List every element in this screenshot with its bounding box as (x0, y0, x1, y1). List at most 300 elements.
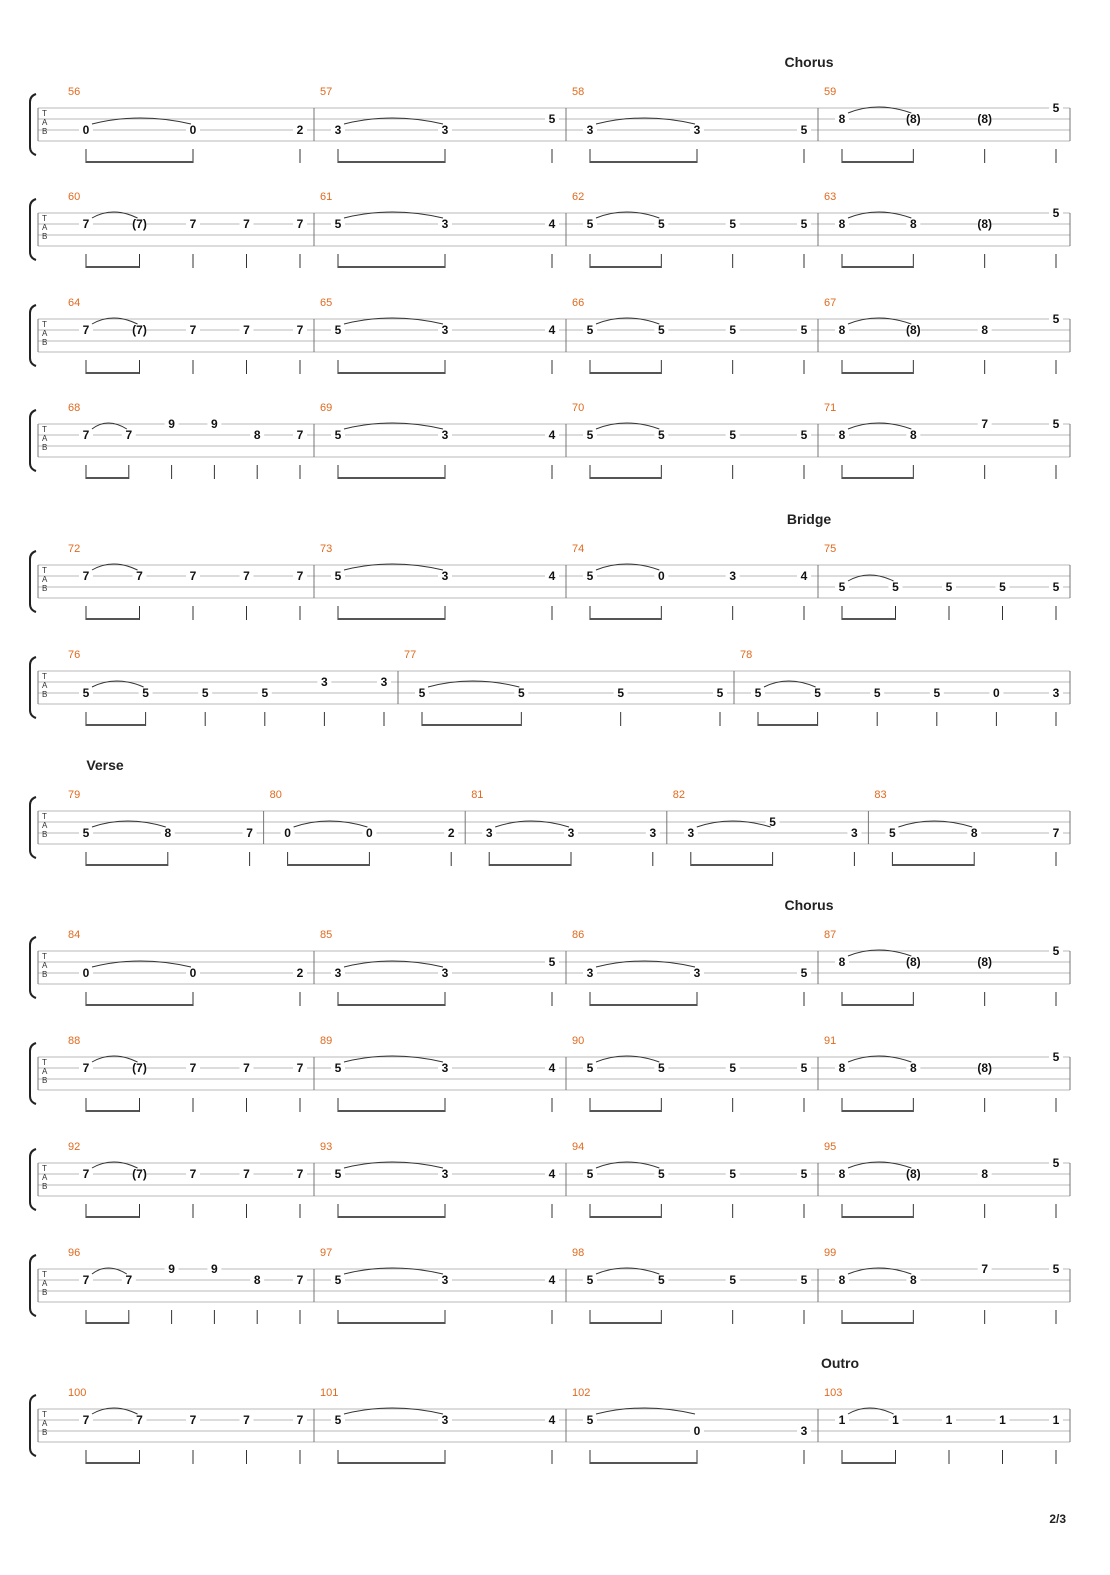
note-beam (691, 864, 773, 866)
fret-number: 7 (189, 1413, 197, 1427)
measure-number: 89 (320, 1035, 333, 1047)
tab-clef-letter: T (42, 812, 47, 821)
tab-clef-letter: B (42, 1428, 48, 1437)
fret-number: 5 (586, 217, 594, 231)
fret-number: 0 (189, 966, 197, 980)
fret-number: 5 (548, 955, 556, 969)
fret-number: 3 (649, 826, 657, 840)
fret-number: (8) (977, 217, 993, 231)
fret-number: 5 (334, 569, 342, 583)
measure (572, 191, 818, 268)
fret-number: 5 (142, 686, 149, 700)
fret-number: 3 (800, 1424, 808, 1438)
fret-number: 8 (164, 826, 172, 840)
fret-number: 7 (296, 217, 304, 231)
measure-number: 71 (824, 402, 837, 414)
fret-number: 5 (1052, 580, 1060, 594)
system-bracket (30, 937, 36, 998)
fret-number: 7 (243, 323, 250, 337)
fret-number: 3 (1052, 686, 1060, 700)
tab-clef-letter: T (42, 425, 47, 434)
fret-number: 9 (168, 1262, 175, 1276)
fret-number: 5 (729, 1273, 737, 1287)
measure (68, 402, 314, 479)
measure (320, 297, 566, 374)
fret-number: 8 (838, 428, 846, 442)
measure-number: 94 (572, 1141, 585, 1153)
measure (572, 297, 818, 374)
fret-number: 5 (657, 1273, 665, 1287)
fret-number: 5 (873, 686, 881, 700)
fret-number: 3 (441, 217, 449, 231)
fret-number: 7 (296, 428, 304, 442)
tab-clef-letter: T (42, 214, 47, 223)
fret-number: 3 (441, 569, 449, 583)
fret-number: 5 (517, 686, 525, 700)
fret-number: 8 (838, 1061, 846, 1075)
fret-number: 5 (800, 1167, 808, 1181)
tab-clef-letter: A (42, 1419, 48, 1428)
fret-number: 7 (82, 569, 90, 583)
measure-number: 83 (874, 789, 887, 801)
fret-number: (8) (977, 955, 993, 969)
system-bracket (30, 305, 36, 366)
fret-number: 4 (548, 1061, 556, 1075)
fret-number: 1 (1052, 1413, 1060, 1427)
fret-number: 3 (441, 123, 449, 137)
measure (320, 86, 566, 163)
fret-number: 3 (441, 966, 449, 980)
note-beam (842, 1216, 913, 1218)
measure (320, 191, 566, 268)
fret-number: 7 (189, 1061, 197, 1075)
note-beam (590, 1322, 661, 1324)
fret-number: 5 (800, 123, 808, 137)
fret-number: 9 (211, 417, 218, 431)
note-beam (338, 1322, 445, 1324)
fret-number: 8 (909, 217, 917, 231)
fret-number: (8) (977, 112, 993, 126)
measure-number: 87 (824, 929, 837, 941)
note-beam (422, 724, 521, 726)
fret-number: 5 (1052, 1050, 1060, 1064)
note-beam (842, 618, 896, 620)
fret-number: 8 (909, 1061, 917, 1075)
measure-number: 93 (320, 1141, 333, 1153)
measure (874, 789, 1070, 866)
fret-number: 5 (716, 686, 724, 700)
measure (68, 929, 314, 1006)
fret-number: 5 (334, 1413, 342, 1427)
note-beam (842, 1110, 913, 1112)
note-beam (288, 864, 370, 866)
tab-clef-letter: B (42, 584, 48, 593)
tab-clef-letter: A (42, 1279, 48, 1288)
fret-number: 8 (970, 826, 978, 840)
note-beam (338, 372, 445, 374)
note-beam (590, 161, 697, 163)
tab-clef-letter: T (42, 320, 47, 329)
measure (68, 86, 314, 163)
fret-number: 3 (441, 323, 449, 337)
tab-clef-letter: B (42, 127, 48, 136)
measure (68, 1035, 314, 1112)
fret-number: 3 (693, 123, 701, 137)
measure (824, 86, 1070, 163)
fret-number: 8 (838, 1273, 846, 1287)
note-beam (338, 161, 445, 163)
fret-number: 5 (838, 580, 846, 594)
note-beam (86, 1110, 140, 1112)
measure-number: 102 (572, 1387, 591, 1399)
measure-number: 75 (824, 543, 837, 555)
note-beam (86, 266, 140, 268)
note-beam (338, 618, 445, 620)
note-beam (842, 477, 913, 479)
fret-number: 5 (586, 1167, 594, 1181)
tab-clef-letter: T (42, 1164, 47, 1173)
measure (572, 543, 818, 620)
fret-number: 8 (838, 323, 846, 337)
measure (68, 191, 314, 268)
system-bracket (30, 410, 36, 471)
fret-number: 3 (567, 826, 575, 840)
fret-number: 5 (586, 1273, 594, 1287)
tab-clef-letter: A (42, 118, 48, 127)
fret-number: 5 (945, 580, 953, 594)
measure-number: 58 (572, 86, 585, 98)
section-label: Chorus (784, 897, 834, 913)
tab-clef-letter: A (42, 821, 48, 830)
fret-number: 0 (284, 826, 291, 840)
fret-number: 5 (729, 1061, 737, 1075)
measure-number: 74 (572, 543, 585, 555)
fret-number: 5 (657, 1167, 665, 1181)
measure (824, 1387, 1070, 1464)
note-beam (86, 161, 193, 163)
note-beam (86, 372, 140, 374)
fret-number: 5 (334, 217, 342, 231)
fret-number: 7 (82, 323, 90, 337)
fret-number: 3 (485, 826, 493, 840)
measure-number: 97 (320, 1247, 333, 1259)
measure (320, 543, 566, 620)
system-bracket (30, 1149, 36, 1210)
measure (824, 191, 1070, 268)
fret-number: 4 (548, 1413, 556, 1427)
note-beam (338, 1462, 445, 1464)
tab-system (30, 897, 1070, 1006)
section-label: Bridge (786, 511, 832, 527)
measure-number: 92 (68, 1141, 81, 1153)
page-number: 2/3 (1049, 1512, 1066, 1526)
measure-number: 70 (572, 402, 585, 414)
system-bracket (30, 657, 36, 718)
measure (68, 543, 314, 620)
fret-number: 8 (909, 1273, 917, 1287)
tab-system (30, 1141, 1070, 1218)
fret-number: 5 (1052, 417, 1060, 431)
fret-number: 8 (253, 428, 261, 442)
fret-number: 9 (168, 417, 175, 431)
measure (824, 929, 1070, 1006)
measure-number: 86 (572, 929, 585, 941)
fret-number: 5 (729, 1167, 737, 1181)
measure (824, 1247, 1070, 1324)
tab-clef-letter: B (42, 830, 48, 839)
measure-number: 56 (68, 86, 81, 98)
tab-clef-letter: T (42, 109, 47, 118)
tab-system (30, 757, 1070, 866)
note-beam (86, 477, 129, 479)
fret-number: 5 (82, 826, 90, 840)
fret-number: 0 (82, 123, 90, 137)
fret-number: 7 (981, 1262, 989, 1276)
measure (572, 1387, 818, 1464)
fret-number: 1 (999, 1413, 1006, 1427)
measure (740, 649, 1070, 726)
fret-number: (7) (132, 217, 147, 231)
fret-number: 5 (729, 323, 737, 337)
system-bracket (30, 551, 36, 612)
fret-number: 3 (334, 123, 342, 137)
measure (320, 1035, 566, 1112)
fret-number: 4 (800, 569, 808, 583)
fret-number: 7 (246, 826, 253, 840)
fret-number: (8) (905, 955, 921, 969)
fret-number: (8) (905, 1167, 921, 1181)
measure-number: 100 (68, 1387, 87, 1399)
tab-clef-letter: B (42, 232, 48, 241)
measure-number: 81 (471, 789, 484, 801)
fret-number: (7) (132, 1061, 147, 1075)
measure (824, 1141, 1070, 1218)
fret-number: 7 (189, 1167, 197, 1181)
fret-number: 3 (441, 1167, 449, 1181)
fret-number: 5 (769, 815, 776, 829)
fret-number: 5 (800, 217, 808, 231)
fret-number: 3 (586, 966, 594, 980)
fret-number: 7 (243, 217, 250, 231)
measure (572, 1141, 818, 1218)
measure (68, 297, 314, 374)
fret-number: 8 (838, 1167, 846, 1181)
fret-number: 5 (729, 217, 737, 231)
fret-number: 5 (586, 1061, 594, 1075)
fret-number: 0 (189, 123, 197, 137)
measure (572, 1247, 818, 1324)
note-beam (892, 864, 974, 866)
fret-number: 8 (838, 112, 846, 126)
fret-number: 0 (693, 1424, 701, 1438)
fret-number: 5 (657, 323, 665, 337)
fret-number: 7 (82, 428, 90, 442)
measure (320, 929, 566, 1006)
fret-number: 5 (800, 1273, 808, 1287)
measure (824, 543, 1070, 620)
fret-number: 5 (586, 1413, 594, 1427)
system-bracket (30, 797, 36, 858)
fret-number: 0 (657, 569, 665, 583)
note-beam (338, 1216, 445, 1218)
note-beam (338, 1110, 445, 1112)
fret-number: 7 (82, 1413, 90, 1427)
tab-clef-letter: A (42, 575, 48, 584)
note-beam (489, 864, 571, 866)
fret-number: 7 (189, 323, 197, 337)
fret-number: 7 (125, 428, 133, 442)
fret-number: 3 (441, 1413, 449, 1427)
fret-number: 3 (729, 569, 737, 583)
measure-number: 61 (320, 191, 333, 203)
measure-number: 84 (68, 929, 81, 941)
tab-system (30, 191, 1070, 268)
fret-number: 7 (243, 1167, 250, 1181)
fret-number: 5 (657, 428, 665, 442)
fret-number: 5 (1052, 101, 1060, 115)
system-bracket (30, 1043, 36, 1104)
section-label: Verse (86, 757, 124, 773)
measure (68, 1141, 314, 1218)
note-beam (590, 1110, 661, 1112)
fret-number: 5 (261, 686, 269, 700)
fret-number: 3 (380, 675, 388, 689)
note-beam (86, 864, 168, 866)
fret-number: 5 (657, 1061, 665, 1075)
fret-number: 3 (693, 966, 701, 980)
measure-number: 91 (824, 1035, 837, 1047)
measure (471, 789, 667, 866)
fret-number: 7 (82, 1273, 90, 1287)
fret-number: 5 (1052, 206, 1060, 220)
measure (320, 1387, 566, 1464)
fret-number: 5 (1052, 312, 1060, 326)
tab-system (30, 54, 1070, 163)
fret-number: 5 (617, 686, 625, 700)
measure-number: 90 (572, 1035, 585, 1047)
tab-clef-letter: A (42, 1173, 48, 1182)
measure-number: 88 (68, 1035, 81, 1047)
fret-number: 8 (981, 323, 989, 337)
tab-clef-letter: T (42, 1410, 47, 1419)
fret-number: 8 (838, 955, 846, 969)
fret-number: 5 (586, 323, 594, 337)
fret-number: 7 (82, 1167, 90, 1181)
fret-number: 2 (296, 966, 304, 980)
fret-number: 7 (243, 1413, 250, 1427)
note-beam (338, 1004, 445, 1006)
measure-number: 65 (320, 297, 333, 309)
measure (68, 1247, 314, 1324)
note-beam (590, 618, 661, 620)
tab-clef-letter: T (42, 952, 47, 961)
fret-number: 3 (586, 123, 594, 137)
measure-number: 64 (68, 297, 81, 309)
note-beam (86, 724, 146, 726)
tab-clef-letter: A (42, 223, 48, 232)
measure (68, 1387, 314, 1464)
measure-number: 60 (68, 191, 81, 203)
fret-number: 5 (754, 686, 762, 700)
measure (404, 649, 734, 726)
fret-number: 1 (945, 1413, 953, 1427)
fret-number: 5 (657, 217, 665, 231)
fret-number: 3 (441, 428, 449, 442)
note-beam (338, 266, 445, 268)
tab-system (30, 1035, 1070, 1112)
measure (572, 929, 818, 1006)
fret-number: 3 (687, 826, 695, 840)
fret-number: 8 (253, 1273, 261, 1287)
fret-number: 4 (548, 217, 556, 231)
fret-number: 5 (1052, 1156, 1060, 1170)
measure-number: 103 (824, 1387, 843, 1399)
fret-number: 1 (838, 1413, 846, 1427)
system-bracket (30, 1395, 36, 1456)
fret-number: (8) (905, 112, 921, 126)
fret-number: 7 (296, 323, 304, 337)
fret-number: 7 (136, 569, 143, 583)
measure-number: 57 (320, 86, 333, 98)
fret-number: 7 (82, 1061, 90, 1075)
measure (572, 402, 818, 479)
fret-number: (8) (977, 1061, 993, 1075)
measure-number: 76 (68, 649, 81, 661)
fret-number: 5 (82, 686, 90, 700)
fret-number: 7 (243, 1061, 250, 1075)
fret-number: 7 (189, 217, 197, 231)
system-bracket (30, 199, 36, 260)
fret-number: 7 (189, 569, 197, 583)
fret-number: (7) (132, 323, 147, 337)
fret-number: 3 (334, 966, 342, 980)
fret-number: 5 (334, 323, 342, 337)
tab-clef-letter: B (42, 970, 48, 979)
tab-clef-letter: B (42, 443, 48, 452)
fret-number: 7 (136, 1413, 143, 1427)
fret-number: 5 (999, 580, 1006, 594)
measure-number: 96 (68, 1247, 81, 1259)
measure-number: 98 (572, 1247, 585, 1259)
note-beam (758, 724, 818, 726)
fret-number: 7 (296, 1413, 304, 1427)
fret-number: 5 (889, 826, 896, 840)
tab-clef-letter: B (42, 338, 48, 347)
fret-number: 0 (366, 826, 373, 840)
note-beam (590, 477, 661, 479)
fret-number: 7 (296, 1273, 304, 1287)
tab-clef-letter: A (42, 329, 48, 338)
measure-number: 69 (320, 402, 333, 414)
tab-clef-letter: A (42, 681, 48, 690)
measure (673, 789, 869, 866)
fret-number: 5 (334, 1273, 342, 1287)
note-beam (842, 1462, 896, 1464)
fret-number: 5 (201, 686, 209, 700)
note-beam (842, 161, 913, 163)
note-beam (590, 266, 661, 268)
tab-clef-letter: B (42, 1182, 48, 1191)
measure-number: 63 (824, 191, 837, 203)
tab-clef-letter: B (42, 1076, 48, 1085)
measure (824, 297, 1070, 374)
fret-number: 7 (82, 217, 90, 231)
fret-number: 5 (418, 686, 426, 700)
fret-number: 9 (211, 1262, 218, 1276)
fret-number: 4 (548, 1273, 556, 1287)
note-beam (86, 618, 140, 620)
fret-number: 4 (548, 1167, 556, 1181)
